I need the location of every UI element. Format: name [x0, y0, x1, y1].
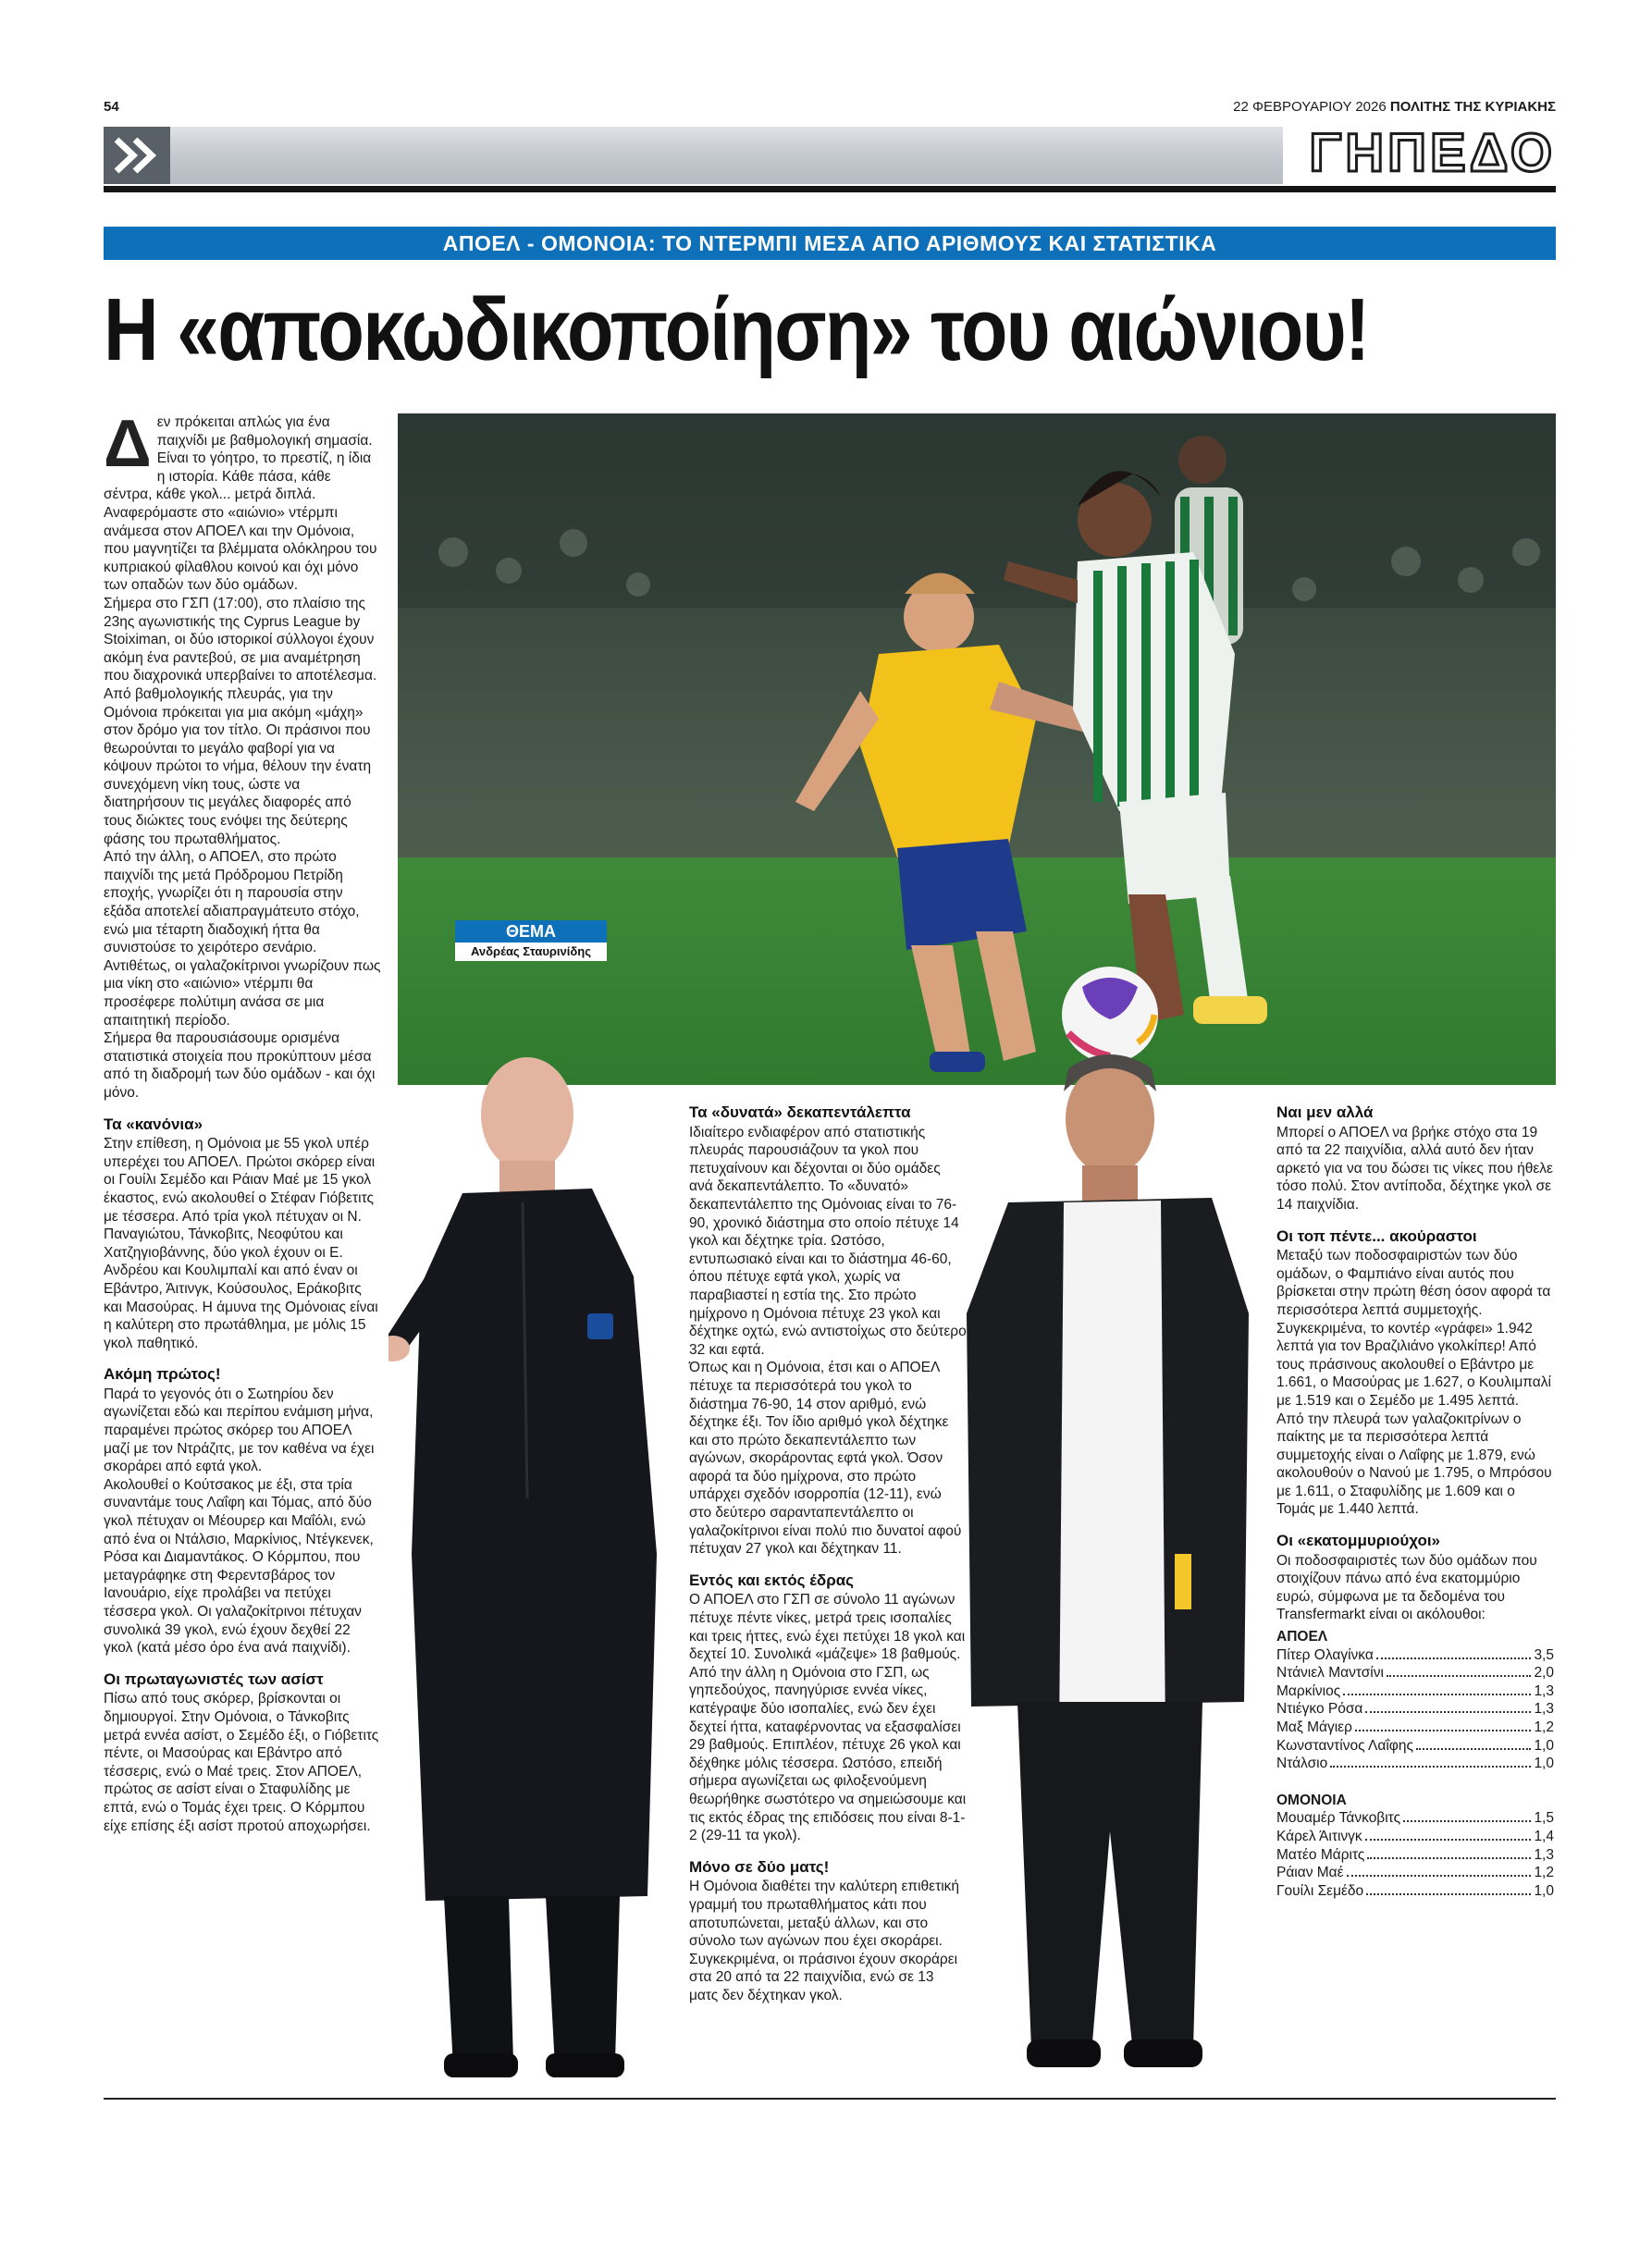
page-date-publication [1233, 99, 1556, 115]
page-header [104, 99, 1556, 119]
player-value: 2,0 [1534, 1665, 1554, 1682]
section-title: ΓΗΠΕΔΟ [1309, 123, 1556, 183]
leader-dots [1416, 1748, 1531, 1750]
leader-dots [1367, 1857, 1531, 1859]
credit-label: ΘΕΜΑ [455, 920, 607, 943]
list-item [1276, 1646, 1554, 1665]
article-column-3 [1276, 1103, 1554, 1900]
section-divider [104, 186, 1556, 192]
list-item [1276, 1882, 1554, 1901]
player-value: 1,2 [1534, 1865, 1554, 1881]
player-value: 1,2 [1534, 1719, 1554, 1735]
leader-dots [1403, 1820, 1531, 1822]
credit-author: Ανδρέας Σταυρινίδης [455, 943, 607, 961]
player-name: Πίτερ Ολαγίνκα [1276, 1646, 1374, 1663]
body-paragraph: Μεταξύ των ποδοσφαιριστών των δύο ομάδων, ο Φαμπιάνο είναι αυτός που βρίσκεται στην πρώτη θέση όσον αφορά τα περισσότερα λεπτά συμμετοχής. Συγκεκριμένα, το κοντέρ «γράφει» 1.942 λεπτά για τον Βραζιλιάνο γκολκίπερ! Από τους πράσινους ακολουθεί ο Εβάντρο με 1.661, ο Μασούρας με 1.627, ο Κουλιμπαλί με 1.519 και ο Σεμέδο με 1.495 λεπτά. [1276, 1248, 1551, 1409]
player-value: 1,0 [1534, 1756, 1554, 1772]
player-name: Μουαμέρ Τάνκοβιτς [1276, 1810, 1401, 1827]
leader-dots [1343, 1694, 1531, 1695]
subheading: Τα «δυνατά» δεκαπεντάλεπτα [689, 1103, 911, 1121]
subheading: Οι τοπ πέντε... ακούραστοι [1276, 1226, 1477, 1245]
subheading: Ακόμη πρώτος! [104, 1365, 221, 1384]
body-paragraph: Από την πλευρά των γαλαζοκιτρίνων ο παίκτης με τα περισσότερα λεπτά συμμετοχής είναι ο Λαΐφης με 1.879, ενώ ακολουθούν ο Νανού με 1.795, ο Μπρόσου με 1.611, ο Σταφυλίδης με 1.609 και ο Τομάς με 1.440 λεπτά. [1276, 1411, 1552, 1518]
intro-text: εν πρόκειται απλώς για ένα παιχνίδι με βαθμολογική σημασία. Είναι το γόητρο, το πρεστίζ, η ίδια η ιστορία. Κάθε πάσα, κάθε σέντρα, κάθε γκολ... μετρά διπλά. Αναφερόμαστε στο «αιώνιο» ντέρμπι ανάμεσα στον ΑΠΟΕΛ και την Ομόνοια, που μαγνητίζει τα βλέμματα ολόκληρου του κυπριακού φίλαθλου κοινού και όχι μόνο των οπαδών των δύο ομάδων. [104, 414, 377, 594]
body-paragraph: Παρά το γεγονός ότι ο Σωτηρίου δεν αγωνίζεται εδώ και περίπου ενάμιση μήνα, παραμένει πρώτος σκόρερ του ΑΠΟΕΛ μαζί με τον Ντράζιτς, με τον καθένα να έχει σκοράρει από εφτά γκολ. [104, 1386, 375, 1475]
player-name: Κάρελ Άιτινγκ [1276, 1828, 1362, 1844]
intro-paragraph [104, 407, 381, 595]
section-bar [104, 123, 1556, 193]
chevron-right-icon [104, 127, 170, 184]
coach-photo-right [953, 1036, 1258, 2081]
body-paragraph: Όπως και η Ομόνοια, έτσι και ο ΑΠΟΕΛ πέτυχε τα περισσότερά του γκολ το διάστημα 76-90, 14 στον αριθμό, ενώ δέχτηκε έξι. Τον ίδιο αριθμό γκολ δέχτηκε και στο πρώτο δεκαπεντάλεπτο των αγώνων, σκοράροντας εφτά γκολ. Όσον αφορά τα δύο ημίχρονα, στο πρώτο υπάρχει σχεδόν ισορροπία (12-11), ενώ στο δεύτερο σαρανταπεντάλεπτο οι γαλαζοκίτρινοι είναι πολύ πιο δυνατοί αφού πέτυχαν 27 γκολ και δέχτηκαν 11. [689, 1360, 962, 1558]
leader-dots [1365, 1711, 1531, 1713]
player-name: Ράιαν Μαέ [1276, 1865, 1344, 1881]
dropcap: Δ [104, 407, 152, 481]
omonoia-value-list [1276, 1809, 1554, 1900]
list-item [1276, 1846, 1554, 1865]
body-paragraph: Σήμερα στο ΓΣΠ (17:00), στο πλαίσιο της 23ης αγωνιστικής της Cyprus League by Stoiximan, οι δύο ιστορικοί σύλλογοι έχουν ακόμη ένα ραντεβού, σε μια αναμέτρηση που διαχρονικά υπερβαίνει το αποτέλεσμα. [104, 595, 377, 684]
leader-dots [1376, 1657, 1532, 1659]
player-value: 1,4 [1534, 1828, 1554, 1844]
player-name: Μαρκίνιος [1276, 1682, 1341, 1699]
leader-dots [1365, 1839, 1532, 1841]
player-value: 3,5 [1534, 1646, 1554, 1663]
player-name: Ματέο Μάριτς [1276, 1846, 1365, 1863]
player-value: 1,0 [1534, 1882, 1554, 1899]
apoel-value-list [1276, 1646, 1554, 1773]
subheading: Οι πρωταγωνιστές των ασίστ [104, 1670, 324, 1688]
match-photo [398, 413, 1556, 1085]
article-column-1 [104, 407, 381, 1835]
apoel-list-title: ΑΠΟΕΛ [1276, 1629, 1328, 1645]
body-paragraph: Από βαθμολογικής πλευράς, για την Ομόνοια πρόκειται για μια ακόμη «μάχη» στον δρόμο για τον τίτλο. Οι πράσινοι που θεωρούνται το μεγάλο φαβορί για να κόψουν πρώτοι το νήμα, θέλουν την ένατη συνεχόμενη νίκη τους, ώστε να διατηρήσουν τις μεγάλες διαφορές από τους διώκτες τους ενόψει της δεύτερης φάσης του πρωταθλήματος. [104, 685, 372, 847]
subheading: Τα «κανόνια» [104, 1115, 203, 1133]
coach-photo-left [388, 1036, 675, 2081]
subheading: Εντός και εκτός έδρας [689, 1571, 855, 1589]
body-paragraph: Πίσω από τους σκόρερ, βρίσκονται οι δημιουργοί. Στην Ομόνοια, ο Τάνκοβιτς μετρά εννέα ασίστ, ο Σεμέδο έξι, ο Γιόβετιτς πέντε, οι Μασούρας και Εβάντρο από τέσσερις, ενώ ο Μαέ τρεις. Στον ΑΠΟΕΛ, πρώτος σε ασίστ είναι ο Σταφυλίδης με επτά, ενώ ο Τομάς έχει τρεις. Ο Κόρμπου είχε επίσης έξι ασίστ προτού αποχωρήσει. [104, 1691, 379, 1834]
leader-dots [1387, 1675, 1531, 1677]
subheading: Μόνο σε δύο ματς! [689, 1857, 830, 1876]
list-item [1276, 1737, 1554, 1756]
player-name: Γουίλι Σεμέδο [1276, 1882, 1364, 1899]
body-paragraph: Η Ομόνοια διαθέτει την καλύτερη επιθετική γραμμή του πρωταθλήματος κάτι που αποτυπώνεται, μεταξύ άλλων, και στο σύνολο των αγώνων που έχει σκοράρει. Συγκεκριμένα, οι πράσινοι έχουν σκοράρει στα 20 από τα 22 παιχνίδια, ενώ σε 13 ματς δεν δέχτηκαν γκολ. [689, 1879, 960, 2003]
leader-dots [1355, 1730, 1532, 1731]
list-item [1276, 1828, 1554, 1846]
headline: Η «αποκωδικοποίηση» του αιώνιου! [104, 280, 1369, 379]
omonoia-list-title: ΟΜΟΝΟΙΑ [1276, 1792, 1347, 1808]
player-value: 1,3 [1534, 1682, 1554, 1699]
article-column-2 [689, 1103, 967, 2005]
leader-dots [1347, 1875, 1532, 1877]
player-name: Κωνσταντίνος Λαΐφης [1276, 1737, 1413, 1754]
player-value: 1,3 [1534, 1846, 1554, 1863]
list-item [1276, 1809, 1554, 1828]
list-item [1276, 1700, 1554, 1719]
player-name: Ντιέγκο Ρόσα [1276, 1701, 1363, 1718]
section-gray-band [104, 127, 1283, 184]
issue-date: 22 ΦΕΒΡΟΥΑΡΙΟΥ 2026 [1233, 99, 1387, 115]
body-paragraph: Στην επίθεση, η Ομόνοια με 55 γκολ υπέρ υπερέχει του ΑΠΟΕΛ. Πρώτοι σκόρερ είναι οι Γουίλι Σεμέδο και Ράιαν Μαέ με 15 γκολ έκαστος, ενώ ακολουθεί ο Στέφαν Γιόβετιτς με τέσσερα. Από τρία γκολ πέτυχαν οι Ν. Παναγιώτου, Τάνκοβιτς, Νεοφύτου και Χατζηγιοβάννης, δύο γκολ έχουν οι Ε. Ανδρέου και Κουλιμπαλί και από έναν οι Εβάντρο, Άιτινγκ, Κούσουλος, Εράκοβιτς και Μασούρας. Η άμυνα της Ομόνοιας είναι η καλύτερη στο πρωτάθλημα, με μόλις 15 γκολ παθητικό. [104, 1136, 378, 1351]
body-paragraph: Οι ποδοσφαιριστές των δύο ομάδων που στοιχίζουν πάνω από ένα εκατομμύριο ευρώ, σύμφωνα με τα δεδομένα του Transfermarkt είναι οι ακόλουθοι: [1276, 1552, 1537, 1623]
list-item [1276, 1719, 1554, 1737]
body-paragraph: Από την άλλη, ο ΑΠΟΕΛ, στο πρώτο παιχνίδι της μετά Πρόδρομου Πετρίδη εποχής, γνωρίζει ότι η παρουσία στην εξάδα αποτελεί αδιαπραγμάτευτο στόχο, ενώ μια τέταρτη διαδοχική ήττα θα συνιστούσε το χειρότερο σενάριο. Αντιθέτως, οι γαλαζοκίτρινοι γνωρίζουν πως μια νίκη στο «αιώνιο» ντέρμπι θα προσέφερε πολύτιμη ανάσα σε μια απαιτητική περίοδο. [104, 849, 381, 1029]
page-number: 54 [104, 99, 119, 115]
body-paragraph: Ιδιαίτερο ενδιαφέρον από στατιστικής πλευράς παρουσιάζουν τα γκολ που πετυχαίνουν και δέχονται οι δύο ομάδες ανά δεκαπεντάλεπτο. Το «δυνατό» δεκαπεντάλεπτο της Ομόνοιας είναι το 76-90, χρονικό διάστημα στο οποίο πέτυχε 14 γκολ και δέχτηκε τρία. Ωστόσο, εντυπωσιακό είναι και το διάστημα 46-60, όπου πέτυχε εφτά γκολ, χωρίς να παραβιαστεί η εστία της. Στο πρώτο ημίχρονο η Ομόνοια πέτυχε 23 γκολ και δέχτηκε οχτώ, ενώ αντιστοίχως στο δεύτερο 32 και εφτά. [689, 1124, 967, 1358]
leader-dots [1366, 1893, 1531, 1895]
bottom-divider [104, 2098, 1556, 2100]
body-paragraph: Μπορεί ο ΑΠΟΕΛ να βρήκε στόχο στα 19 από τα 22 παιχνίδια, αλλά αυτό δεν ήταν αρκετό για να του δώσει τις νίκες που ήθελε τόσο πολύ. Στον αντίποδα, δέχτηκε γκολ σε 14 παιχνίδια. [1276, 1124, 1553, 1213]
body-paragraph: Ακολουθεί ο Κούτσακος με έξι, στα τρία συναντάμε τους Λαΐφη και Τόμας, από δύο γκολ πέτυχαν οι Μέουρερ και Μαΐόλι, ενώ από ένα οι Ντάλσιο, Μαρκίνιος, Ντέγκενεκ, Ρόσα και Διαμαντάκος. Ο Κόρμπου, που μεταγράφηκε στη Φερεντσβάρος τον Ιανουάριο, είχε προλάβει να πετύχει τέσσερα γκολ. Οι γαλαζοκίτρινοι πέτυχαν συνολικά 39 γκολ, ενώ έχουν δεχθεί 22 γκολ (κατά μέσο όρο ένα ανά παιχνίδι). [104, 1476, 374, 1657]
player-name: Ντάνιελ Μαντσίνι [1276, 1665, 1384, 1682]
list-item [1276, 1864, 1554, 1882]
leader-dots [1330, 1766, 1531, 1768]
subheading: Οι «εκατομμυριούχοι» [1276, 1532, 1441, 1550]
body-paragraph: Σήμερα θα παρουσιάσουμε ορισμένα στατιστικά στοιχεία που προκύπτουν μέσα από τη διαδρομή των δύο ομάδων - και όχι μόνο. [104, 1030, 376, 1101]
body-paragraph: Ο ΑΠΟΕΛ στο ΓΣΠ σε σύνολο 11 αγώνων πέτυχε πέντε νίκες, μετρά τρεις ισοπαλίες και τρεις ήττες, ενώ έχει πετύχει 18 γκολ και δεχτεί 10. Συνολικά «μάζεψε» 18 βαθμούς. Από την άλλη η Ομόνοια στο ΓΣΠ, ως γηπεδούχος, πανηγύρισε εννέα νίκες, κατέγραψε δύο ισοπαλίες, ενώ δεν έχει δεχτεί ήττα, καταφέρνοντας να εξασφαλίσει 29 βαθμούς. Επιπλέον, πέτυχε 26 γκολ και δέχθηκε μόλις τέσσερα. Ωστόσο, επειδή σήμερα αγωνίζεται ως φιλοξενούμενη θεωρήθηκε σωστότερο να σημειώσουμε και τις εκτός έδρας της επιδόσεις που είναι 8-1-2 (29-11 τα γκολ). [689, 1592, 967, 1844]
subheading: Ναι μεν αλλά [1276, 1103, 1374, 1121]
kicker: ΑΠΟΕΛ - ΟΜΟΝΟΙΑ: ΤΟ ΝΤΕΡΜΠΙ ΜΕΣΑ ΑΠΟ ΑΡΙΘΜΟΥΣ ΚΑΙ ΣΤΑΤΙΣΤΙΚΑ [104, 227, 1556, 260]
player-value: 1,5 [1534, 1810, 1554, 1827]
player-value: 1,3 [1534, 1701, 1554, 1718]
player-name: Ντάλσιο [1276, 1756, 1328, 1772]
list-item [1276, 1755, 1554, 1773]
player-value: 1,0 [1534, 1737, 1554, 1754]
photo-credit-box [455, 920, 607, 961]
list-item [1276, 1682, 1554, 1701]
player-name: Μαξ Μάγιερ [1276, 1719, 1352, 1735]
list-item [1276, 1664, 1554, 1682]
publication-name: ΠΟΛΙΤΗΣ ΤΗΣ ΚΥΡΙΑΚΗΣ [1389, 99, 1556, 115]
